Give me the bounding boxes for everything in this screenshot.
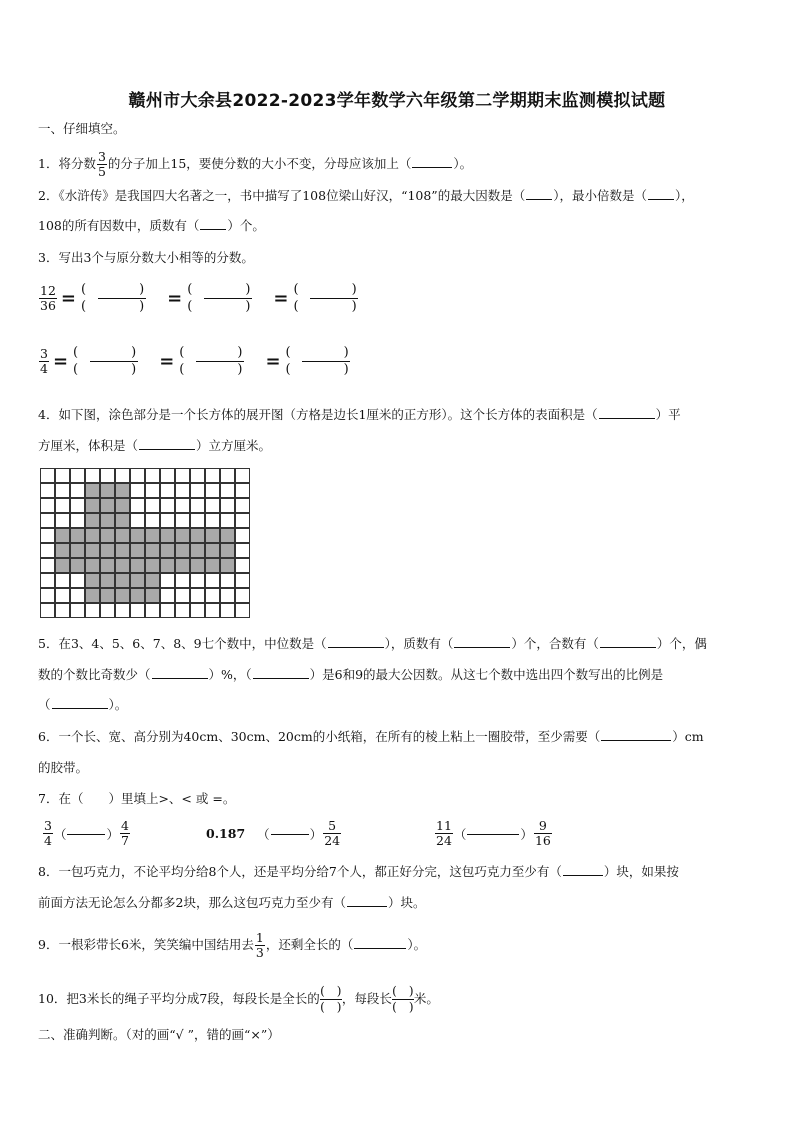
grid-cell-shaded: [205, 558, 220, 573]
grid-cell: [115, 603, 130, 618]
question-5-line-3: （ ）。: [38, 697, 128, 712]
question-5-line-2: 数的个数比奇数少（ ）%，（ ）是6和9的最大公因数。从这七个数中选出四个数写出的比例是: [38, 667, 664, 682]
fraction-blank[interactable]: ( ) ( ): [187, 282, 271, 314]
fraction-blank[interactable]: ( ) ( ): [293, 282, 377, 314]
grid-cell: [175, 498, 190, 513]
question-4-line-2: 方厘米，体积是（ ）立方厘米。: [38, 438, 272, 453]
grid-cell: [115, 468, 130, 483]
grid-cell: [235, 603, 250, 618]
grid-cell: [40, 528, 55, 543]
grid-cell-shaded: [145, 558, 160, 573]
grid-cell: [70, 573, 85, 588]
grid-cell: [235, 543, 250, 558]
answer-blank[interactable]: [454, 646, 510, 648]
grid-cell: [235, 468, 250, 483]
grid-cell: [220, 513, 235, 528]
grid-cell: [205, 483, 220, 498]
grid-cell: [160, 588, 175, 603]
grid-cell: [220, 573, 235, 588]
grid-cell: [220, 588, 235, 603]
grid-cell-shaded: [160, 558, 175, 573]
compare-2: 0.187 （ ） $\frac{5}{24}$: [206, 818, 341, 848]
grid-cell: [70, 468, 85, 483]
grid-cell-shaded: [100, 528, 115, 543]
grid-cell-shaded: [85, 543, 100, 558]
grid-cell-shaded: [190, 528, 205, 543]
grid-cell-shaded: [85, 588, 100, 603]
grid-cell: [145, 603, 160, 618]
answer-blank[interactable]: [601, 739, 671, 741]
grid-cell: [100, 603, 115, 618]
question-5-line-1: 5．在3、4、5、6、7、8、9七个数中，中位数是（ ），质数有（ ）个，合数有（ ）个，偶: [38, 636, 707, 651]
grid-cell-shaded: [145, 588, 160, 603]
grid-cell-shaded: [100, 543, 115, 558]
question-10: 10．把3米长的绳子平均分成7段，每段长是全长的 $\frac{( )}{( )}$ ，每段长 $\frac{( )}{( )}$ 米。: [38, 984, 439, 1014]
grid-cell-shaded: [175, 543, 190, 558]
grid-cell: [55, 588, 70, 603]
grid-cell: [55, 603, 70, 618]
grid-cell-shaded: [100, 573, 115, 588]
grid-cell-shaded: [130, 573, 145, 588]
question-3: 3．写出3个与原分数大小相等的分数。: [38, 250, 254, 265]
answer-blank[interactable]: [253, 677, 309, 679]
grid-cell-shaded: [85, 513, 100, 528]
section-one-heading: 一、仔细填空。: [38, 121, 126, 136]
grid-cell: [40, 588, 55, 603]
answer-blank[interactable]: [412, 166, 452, 168]
grid-cell: [40, 468, 55, 483]
fraction-blank[interactable]: ( ) ( ): [285, 345, 369, 377]
grid-cell: [145, 498, 160, 513]
answer-blank[interactable]: [600, 646, 656, 648]
compare-blank[interactable]: [467, 833, 519, 835]
grid-cell-shaded: [70, 528, 85, 543]
grid-cell-shaded: [70, 558, 85, 573]
grid-cell: [205, 498, 220, 513]
fraction-blank[interactable]: $\frac{( )}{( )}$: [320, 984, 342, 1014]
grid-cell: [70, 603, 85, 618]
grid-cell-shaded: [100, 588, 115, 603]
question-6-line-1: 6．一个长、宽、高分别为40cm、30cm、20cm的小纸箱，在所有的棱上粘上一圈胶带，至少需要（ ）cm: [38, 729, 704, 744]
answer-blank[interactable]: [648, 198, 674, 200]
grid-cell: [130, 483, 145, 498]
grid-cell-shaded: [85, 558, 100, 573]
grid-cell-shaded: [115, 543, 130, 558]
grid-cell: [205, 513, 220, 528]
grid-cell-shaded: [115, 513, 130, 528]
grid-cell-shaded: [100, 483, 115, 498]
question-8-line-1: 8．一包巧克力，不论平均分给8个人，还是平均分给7个人，都正好分完，这包巧克力至少有（ ）块，如果按: [38, 864, 679, 879]
grid-cell: [205, 603, 220, 618]
grid-cell: [190, 483, 205, 498]
grid-cell: [85, 468, 100, 483]
grid-cell: [40, 543, 55, 558]
grid-cell-shaded: [175, 528, 190, 543]
exam-title: 赣州市大余县2022-2023学年数学六年级第二学期期末监测模拟试题: [128, 91, 666, 111]
grid-cell-shaded: [190, 558, 205, 573]
answer-blank[interactable]: [139, 448, 195, 450]
cuboid-net-grid: [40, 468, 250, 618]
grid-cell: [40, 558, 55, 573]
grid-cell: [130, 468, 145, 483]
grid-cell-shaded: [205, 543, 220, 558]
grid-cell-shaded: [55, 558, 70, 573]
grid-cell: [40, 573, 55, 588]
grid-cell-shaded: [145, 543, 160, 558]
grid-cell: [160, 483, 175, 498]
question-2-line-2: 108的所有因数中，质数有（ ）个。: [38, 218, 265, 233]
grid-cell: [235, 573, 250, 588]
grid-cell-shaded: [220, 543, 235, 558]
grid-cell: [40, 603, 55, 618]
grid-cell: [220, 603, 235, 618]
answer-blank[interactable]: [563, 874, 603, 876]
grid-cell: [70, 513, 85, 528]
compare-blank[interactable]: [67, 833, 105, 835]
grid-cell-shaded: [85, 573, 100, 588]
grid-cell: [160, 498, 175, 513]
grid-cell-shaded: [205, 528, 220, 543]
grid-cell: [205, 588, 220, 603]
grid-cell-shaded: [100, 513, 115, 528]
answer-blank[interactable]: [328, 646, 384, 648]
fraction-1-3: $\frac{1}{3}$: [255, 930, 264, 960]
grid-cell-shaded: [145, 573, 160, 588]
grid-cell: [175, 603, 190, 618]
grid-cell: [40, 498, 55, 513]
answer-blank[interactable]: [152, 677, 208, 679]
compare-blank[interactable]: [271, 833, 309, 835]
fraction-blank[interactable]: $\frac{( )}{( )}$: [392, 984, 414, 1014]
grid-cell: [85, 603, 100, 618]
grid-cell: [175, 513, 190, 528]
grid-cell-shaded: [85, 483, 100, 498]
question-1: 1．将分数 $\frac{3}{5}$ 的分子加上15，要使分数的大小不变，分母应该加上（ ）。: [38, 149, 473, 179]
grid-cell-shaded: [220, 558, 235, 573]
equivalent-fractions-row-1: $\frac{12}{36}$ = ( ) ( ) = ( ) ( ) = ( ) ( ): [40, 282, 377, 314]
grid-cell: [160, 603, 175, 618]
grid-cell-shaded: [115, 573, 130, 588]
answer-blank[interactable]: [347, 905, 387, 907]
answer-blank[interactable]: [354, 947, 406, 949]
grid-cell-shaded: [130, 528, 145, 543]
grid-cell: [190, 573, 205, 588]
equivalent-fractions-row-2: $\frac{3}{4}$ = ( ) ( ) = ( ) ( ) = ( ) ( ): [40, 345, 369, 377]
question-7: 7．在（ ）里填上>、< 或 =。: [38, 791, 236, 806]
grid-cell: [145, 513, 160, 528]
answer-blank[interactable]: [200, 228, 226, 230]
grid-cell: [190, 513, 205, 528]
grid-cell-shaded: [190, 543, 205, 558]
grid-cell-shaded: [55, 543, 70, 558]
grid-cell-shaded: [85, 528, 100, 543]
fraction-blank[interactable]: ( ) ( ): [81, 282, 165, 314]
fraction-blank[interactable]: ( ) ( ): [179, 345, 263, 377]
section-two-heading: 二、准确判断。（对的画“√ ”，错的画“×”）: [38, 1027, 280, 1042]
grid-cell-shaded: [85, 498, 100, 513]
grid-cell-shaded: [220, 528, 235, 543]
grid-cell-shaded: [145, 528, 160, 543]
grid-cell-shaded: [115, 498, 130, 513]
grid-cell-shaded: [160, 543, 175, 558]
grid-cell-shaded: [115, 588, 130, 603]
grid-cell-shaded: [55, 528, 70, 543]
grid-cell: [205, 573, 220, 588]
grid-cell: [55, 513, 70, 528]
grid-cell: [235, 528, 250, 543]
grid-cell: [130, 513, 145, 528]
question-6-line-2: 的胶带。: [38, 760, 89, 775]
grid-cell: [160, 468, 175, 483]
grid-cell: [145, 468, 160, 483]
answer-blank[interactable]: [526, 198, 552, 200]
grid-cell-shaded: [70, 543, 85, 558]
grid-cell: [235, 498, 250, 513]
question-9: 9．一根彩带长6米，笑笑编中国结用去 $\frac{1}{3}$ ，还剩全长的（ ）。: [38, 930, 427, 960]
fraction-12-36: $\frac{12}{36}$: [40, 283, 56, 313]
grid-cell: [40, 483, 55, 498]
grid-cell: [235, 588, 250, 603]
grid-cell: [190, 498, 205, 513]
grid-cell: [175, 573, 190, 588]
fraction-3-5: $\frac{3}{5}$: [97, 149, 106, 179]
grid-cell-shaded: [130, 558, 145, 573]
grid-cell: [130, 603, 145, 618]
grid-cell: [100, 468, 115, 483]
fraction-blank[interactable]: ( ) ( ): [73, 345, 157, 377]
grid-cell: [220, 483, 235, 498]
grid-cell: [205, 468, 220, 483]
grid-cell: [190, 603, 205, 618]
question-8-line-2: 前面方法无论怎么分都多2块，那么这包巧克力至少有（ ）块。: [38, 895, 426, 910]
grid-cell: [145, 483, 160, 498]
grid-cell: [40, 513, 55, 528]
grid-cell: [70, 498, 85, 513]
answer-blank[interactable]: [599, 417, 655, 419]
grid-cell: [160, 573, 175, 588]
grid-cell: [160, 513, 175, 528]
question-2-line-1: 2．《水浒传》是我国四大名著之一，书中描写了108位梁山好汉，“108”的最大因数是（ ），最小倍数是（ ），: [38, 188, 694, 203]
grid-cell: [55, 573, 70, 588]
grid-cell: [190, 588, 205, 603]
grid-cell-shaded: [115, 558, 130, 573]
grid-cell-shaded: [100, 498, 115, 513]
grid-cell: [55, 483, 70, 498]
grid-cell-shaded: [100, 558, 115, 573]
grid-cell: [190, 468, 205, 483]
grid-cell-shaded: [130, 543, 145, 558]
compare-3: $\frac{11}{24}$ （ ） $\frac{9}{16}$: [436, 818, 551, 848]
compare-1: $\frac{3}{4}$ （ ） $\frac{4}{7}$: [44, 818, 129, 848]
grid-cell: [175, 468, 190, 483]
grid-cell-shaded: [115, 483, 130, 498]
grid-cell: [55, 468, 70, 483]
grid-cell: [55, 498, 70, 513]
question-4-line-1: 4．如下图，涂色部分是一个长方体的展开图（方格是边长1厘米的正方形）。这个长方体的表面积是（ ）平: [38, 407, 681, 422]
fraction-3-4: $\frac{3}{4}$: [40, 346, 48, 376]
grid-cell: [70, 483, 85, 498]
grid-cell: [220, 468, 235, 483]
grid-cell-shaded: [175, 558, 190, 573]
grid-cell: [235, 558, 250, 573]
answer-blank[interactable]: [52, 707, 108, 709]
grid-cell: [175, 483, 190, 498]
grid-cell: [235, 483, 250, 498]
grid-cell: [130, 498, 145, 513]
grid-cell: [70, 588, 85, 603]
grid-cell-shaded: [160, 528, 175, 543]
grid-cell: [235, 513, 250, 528]
grid-cell-shaded: [130, 588, 145, 603]
grid-cell-shaded: [115, 528, 130, 543]
grid-cell: [175, 588, 190, 603]
grid-cell: [220, 498, 235, 513]
